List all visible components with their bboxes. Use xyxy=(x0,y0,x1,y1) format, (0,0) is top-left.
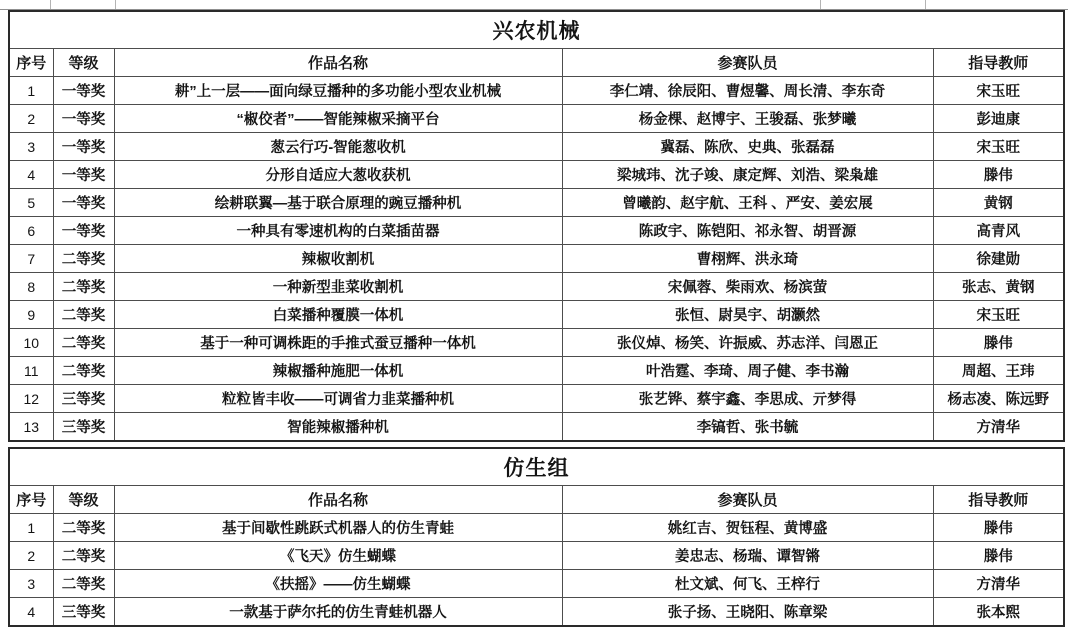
cell-award: 二等奖 xyxy=(53,542,114,570)
cell-award: 二等奖 xyxy=(53,301,114,329)
cell-work-name: 《飞天》仿生蝴蝶 xyxy=(114,542,562,570)
title-row xyxy=(9,11,1064,49)
cell-teacher: 方清华 xyxy=(933,570,1064,598)
cell-members: 张艺铧、蔡宇鑫、李思成、亓梦得 xyxy=(562,385,933,413)
cell-teacher: 高青风 xyxy=(933,217,1064,245)
cell-members: 梁城玮、沈子竣、康定辉、刘浩、梁枭雄 xyxy=(562,161,933,189)
cell-members: 张子扬、王晓阳、陈章梁 xyxy=(562,598,933,627)
gridline-tick xyxy=(925,0,926,9)
cell-index: 1 xyxy=(9,77,53,105)
cell-members: 张仪焯、杨笑、许振威、苏志洋、闫恩正 xyxy=(562,329,933,357)
cell-index: 3 xyxy=(9,133,53,161)
cell-work-name: 辣椒播种施肥一体机 xyxy=(114,357,562,385)
cell-members: 李仁靖、徐辰阳、曹煜馨、周长清、李东奇 xyxy=(562,77,933,105)
cell-index: 1 xyxy=(9,514,53,542)
cell-work-name: 绘耕联翼—基于联合原理的豌豆播种机 xyxy=(114,189,562,217)
cell-work-name: 一种具有零速机构的白菜插苗器 xyxy=(114,217,562,245)
cell-members: 冀磊、陈欣、史典、张磊磊 xyxy=(562,133,933,161)
table-row xyxy=(9,542,1064,570)
title-row xyxy=(9,448,1064,486)
cell-teacher: 周超、王玮 xyxy=(933,357,1064,385)
cell-members: 杨金棵、赵博宇、王骏磊、张梦曦 xyxy=(562,105,933,133)
cell-award: 二等奖 xyxy=(53,273,114,301)
cell-members: 宋佩蓉、柴雨欢、杨滨萤 xyxy=(562,273,933,301)
cell-teacher: 方清华 xyxy=(933,413,1064,442)
cell-members: 姜忠志、杨瑞、谭智锵 xyxy=(562,542,933,570)
header-row xyxy=(9,49,1064,77)
cell-index: 3 xyxy=(9,570,53,598)
cell-index: 4 xyxy=(9,161,53,189)
cell-members: 叶浩霆、李琦、周子健、李书瀚 xyxy=(562,357,933,385)
cell-award: 二等奖 xyxy=(53,245,114,273)
award-table-1 xyxy=(8,10,1065,442)
cell-work-name: 一款基于萨尔托的仿生青蛙机器人 xyxy=(114,598,562,627)
table-row xyxy=(9,357,1064,385)
gridline-tick xyxy=(820,0,821,9)
column-header-award: 等级 xyxy=(53,49,114,77)
cell-index: 13 xyxy=(9,413,53,442)
column-header-work-name: 作品名称 xyxy=(114,486,562,514)
table-row xyxy=(9,273,1064,301)
cell-teacher: 杨志凌、陈远野 xyxy=(933,385,1064,413)
cell-award: 三等奖 xyxy=(53,598,114,627)
table-row xyxy=(9,77,1064,105)
cell-teacher: 宋玉旺 xyxy=(933,133,1064,161)
cell-award: 一等奖 xyxy=(53,77,114,105)
cell-index: 9 xyxy=(9,301,53,329)
header-row xyxy=(9,486,1064,514)
cell-members: 张恒、尉昊宇、胡灏然 xyxy=(562,301,933,329)
cell-members: 曾曦韵、赵宇航、王科 、严安、姜宏展 xyxy=(562,189,933,217)
cell-members: 杜文斌、何飞、王梓行 xyxy=(562,570,933,598)
table-row xyxy=(9,161,1064,189)
table-row xyxy=(9,105,1064,133)
table-row xyxy=(9,570,1064,598)
cell-members: 姚红吉、贺钰程、黄博盛 xyxy=(562,514,933,542)
gridline-tick xyxy=(50,0,51,9)
cell-members: 李镐哲、张书毓 xyxy=(562,413,933,442)
table-row xyxy=(9,514,1064,542)
cell-index: 10 xyxy=(9,329,53,357)
cell-index: 12 xyxy=(9,385,53,413)
cell-teacher: 滕伟 xyxy=(933,514,1064,542)
table-title: 兴农机械 xyxy=(9,11,1064,49)
cell-index: 6 xyxy=(9,217,53,245)
award-tables-container xyxy=(8,10,1065,632)
cell-index: 5 xyxy=(9,189,53,217)
cell-work-name: “椒佼者”——智能辣椒采摘平台 xyxy=(114,105,562,133)
top-gridline-strip xyxy=(0,0,1068,10)
cell-teacher: 张本熙 xyxy=(933,598,1064,627)
table-row xyxy=(9,301,1064,329)
cell-work-name: 智能辣椒播种机 xyxy=(114,413,562,442)
cell-work-name: 耕”上一层——面向绿豆播种的多功能小型农业机械 xyxy=(114,77,562,105)
cell-work-name: 白菜播种覆膜一体机 xyxy=(114,301,562,329)
gridline-tick xyxy=(115,0,116,9)
table-row xyxy=(9,413,1064,442)
cell-work-name: 基于一种可调株距的手推式蚕豆播种一体机 xyxy=(114,329,562,357)
cell-teacher: 黄钢 xyxy=(933,189,1064,217)
cell-award: 一等奖 xyxy=(53,133,114,161)
cell-members: 曹栩辉、洪永琦 xyxy=(562,245,933,273)
column-header-work-name: 作品名称 xyxy=(114,49,562,77)
table-title: 仿生组 xyxy=(9,448,1064,486)
cell-members: 陈政宇、陈铠阳、祁永智、胡晋源 xyxy=(562,217,933,245)
cell-award: 一等奖 xyxy=(53,105,114,133)
cell-index: 2 xyxy=(9,105,53,133)
cell-index: 7 xyxy=(9,245,53,273)
cell-teacher: 徐建勋 xyxy=(933,245,1064,273)
cell-award: 二等奖 xyxy=(53,329,114,357)
award-table-2 xyxy=(8,447,1065,627)
cell-award: 一等奖 xyxy=(53,217,114,245)
cell-award: 三等奖 xyxy=(53,385,114,413)
cell-award: 二等奖 xyxy=(53,357,114,385)
cell-award: 一等奖 xyxy=(53,161,114,189)
cell-award: 一等奖 xyxy=(53,189,114,217)
cell-index: 8 xyxy=(9,273,53,301)
table-row xyxy=(9,189,1064,217)
column-header-index: 序号 xyxy=(9,486,53,514)
column-header-members: 参赛队员 xyxy=(562,49,933,77)
column-header-index: 序号 xyxy=(9,49,53,77)
cell-work-name: 《扶摇》——仿生蝴蝶 xyxy=(114,570,562,598)
column-header-teacher: 指导教师 xyxy=(933,49,1064,77)
cell-work-name: 辣椒收割机 xyxy=(114,245,562,273)
cell-work-name: 粒粒皆丰收——可调省力韭菜播种机 xyxy=(114,385,562,413)
cell-teacher: 滕伟 xyxy=(933,161,1064,189)
cell-award: 二等奖 xyxy=(53,570,114,598)
cell-teacher: 滕伟 xyxy=(933,542,1064,570)
column-header-award: 等级 xyxy=(53,486,114,514)
column-header-members: 参赛队员 xyxy=(562,486,933,514)
cell-teacher: 滕伟 xyxy=(933,329,1064,357)
table-row xyxy=(9,598,1064,627)
column-header-teacher: 指导教师 xyxy=(933,486,1064,514)
table-row xyxy=(9,245,1064,273)
cell-index: 11 xyxy=(9,357,53,385)
cell-work-name: 葱云行巧-智能葱收机 xyxy=(114,133,562,161)
table-row xyxy=(9,217,1064,245)
cell-teacher: 彭迪康 xyxy=(933,105,1064,133)
table-row xyxy=(9,385,1064,413)
cell-work-name: 基于间歇性跳跃式机器人的仿生青蛙 xyxy=(114,514,562,542)
cell-teacher: 张志、黄钢 xyxy=(933,273,1064,301)
table-row xyxy=(9,329,1064,357)
cell-teacher: 宋玉旺 xyxy=(933,77,1064,105)
cell-award: 二等奖 xyxy=(53,514,114,542)
cell-index: 2 xyxy=(9,542,53,570)
cell-index: 4 xyxy=(9,598,53,627)
cell-teacher: 宋玉旺 xyxy=(933,301,1064,329)
cell-work-name: 分形自适应大葱收获机 xyxy=(114,161,562,189)
cell-award: 三等奖 xyxy=(53,413,114,442)
cell-work-name: 一种新型韭菜收割机 xyxy=(114,273,562,301)
table-row xyxy=(9,133,1064,161)
